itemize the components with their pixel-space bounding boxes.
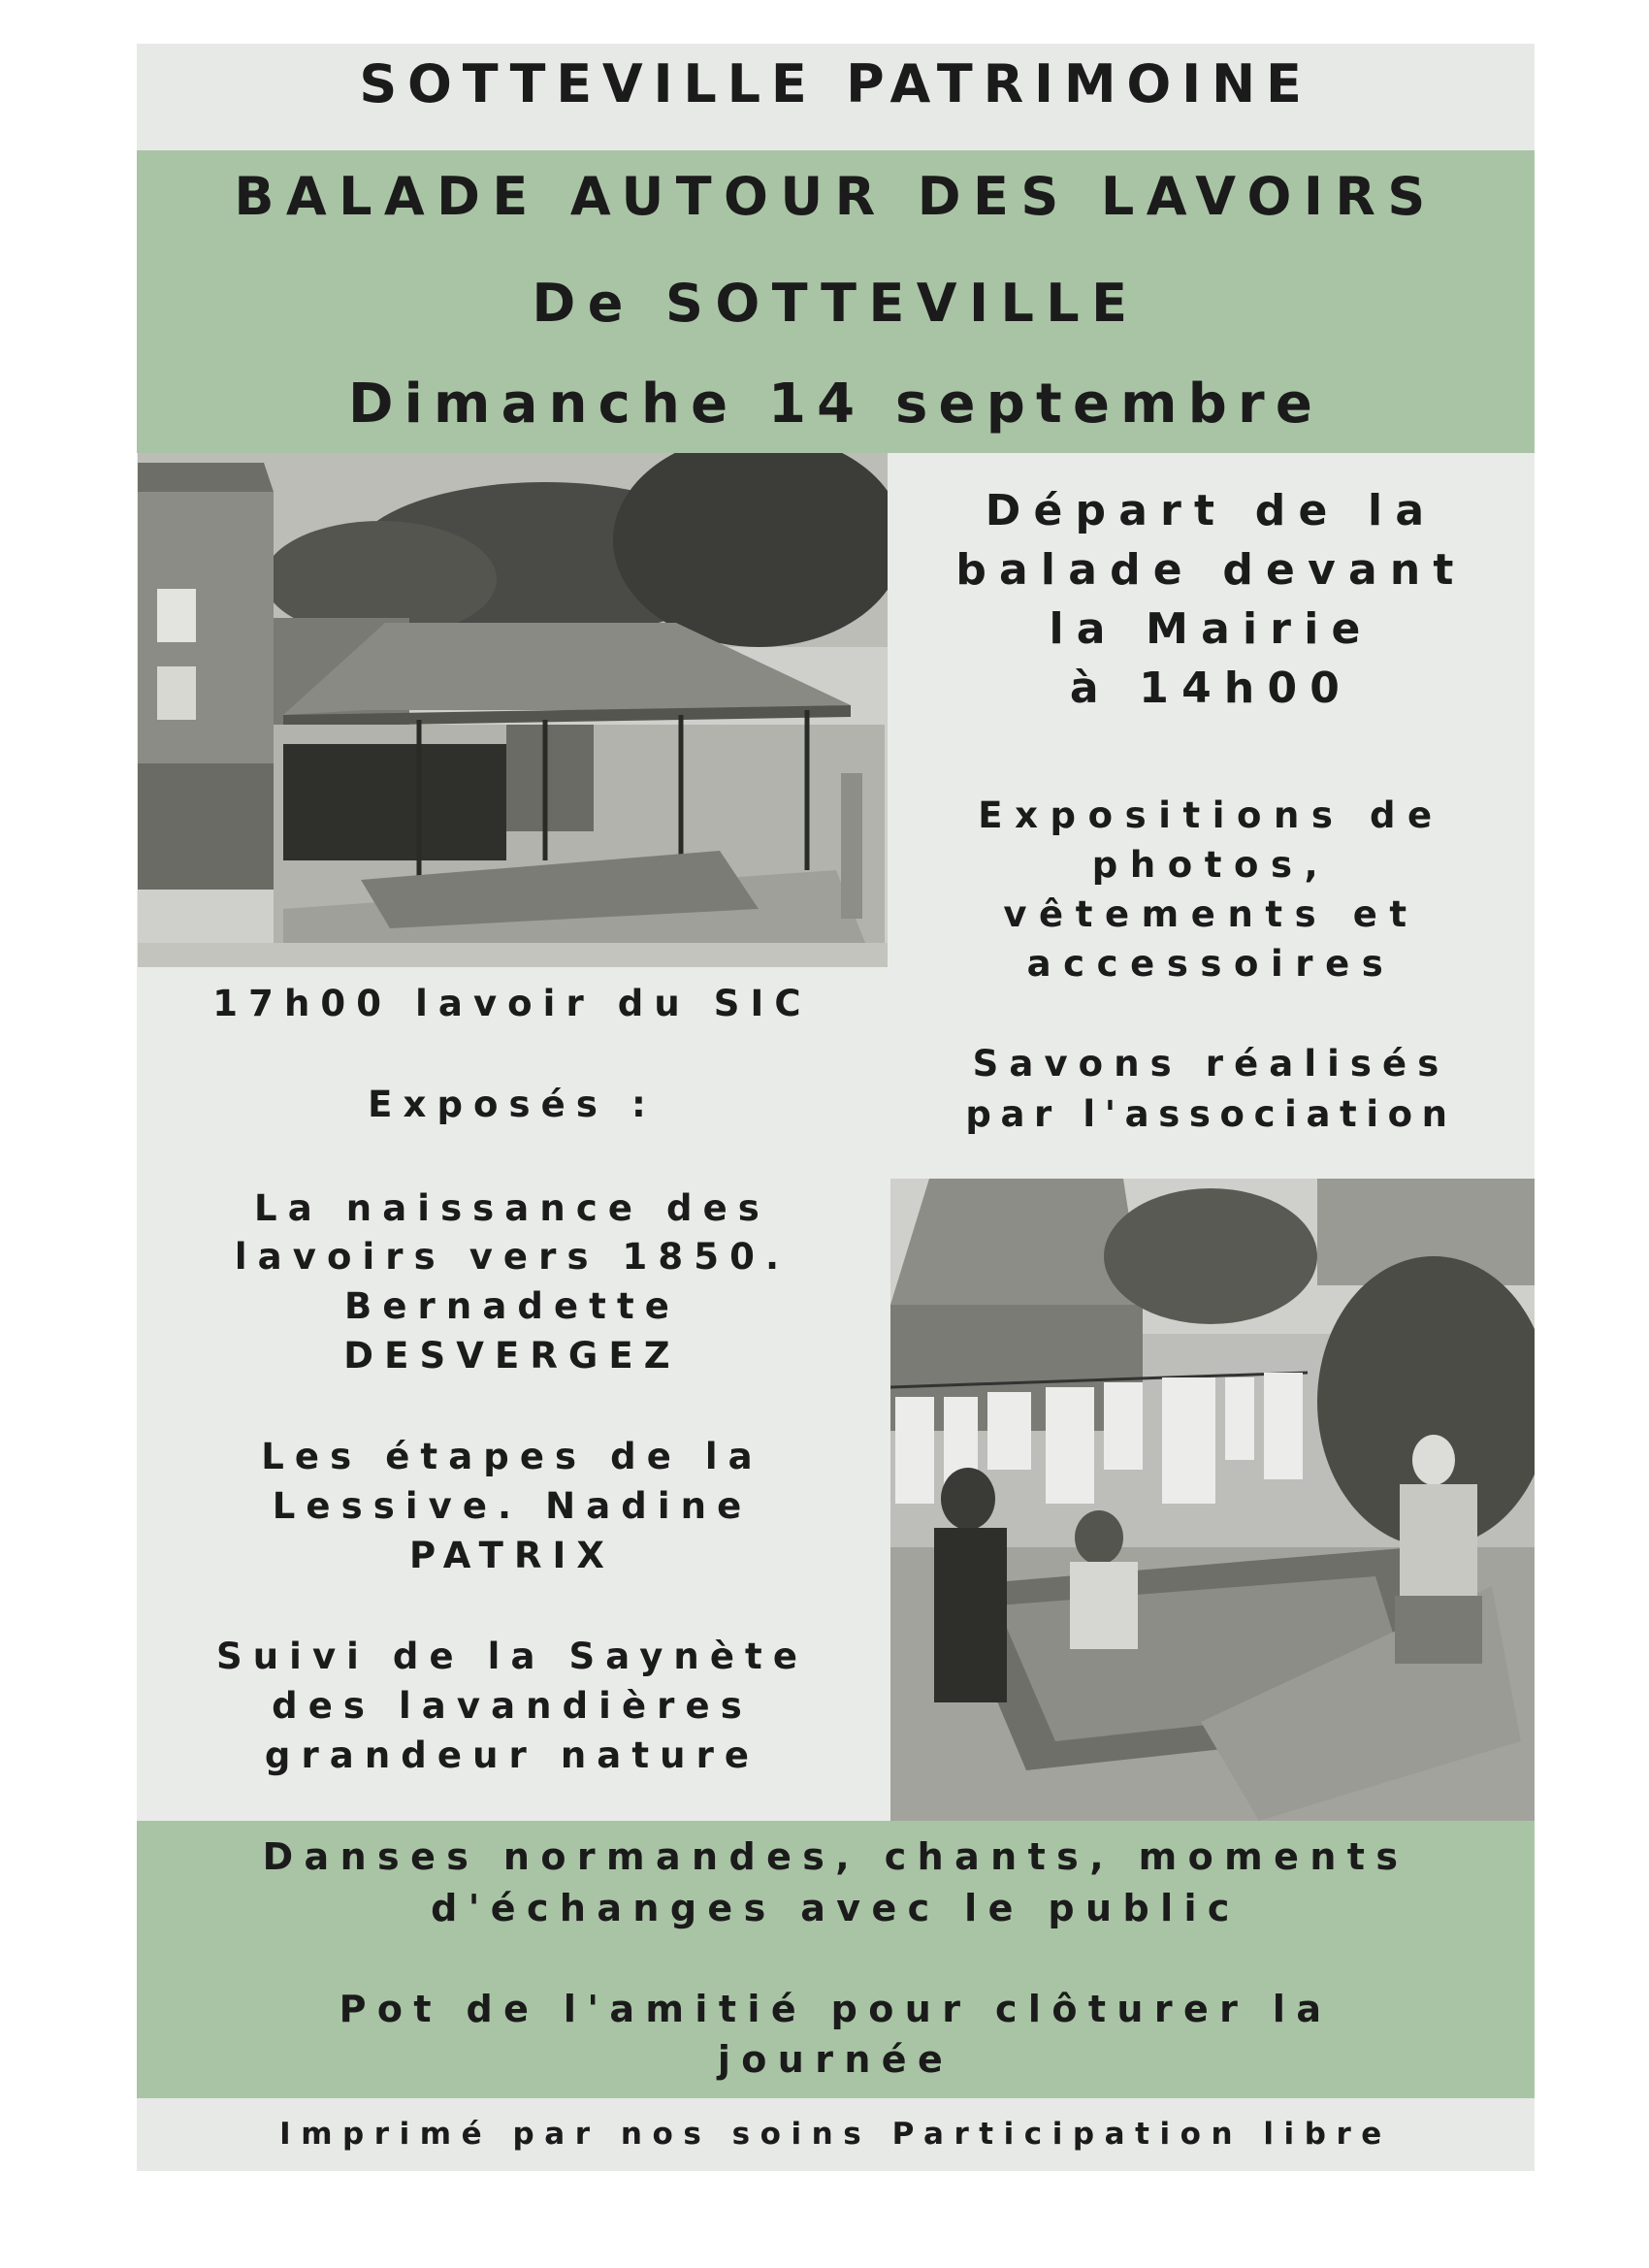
exposes-label: Exposés : — [368, 1084, 657, 1125]
talk2-line1: Les étapes de la — [261, 1436, 763, 1477]
talk1-line2: lavoirs vers 1850. — [234, 1236, 791, 1278]
pot-line1: Pot de l'amitié pour clôturer la — [339, 1988, 1333, 2030]
talk3-line3: grandeur nature — [264, 1734, 760, 1776]
event-title-line2: De SOTTEVILLE — [532, 273, 1140, 334]
talk2-line2: Lessive. Nadine — [272, 1485, 753, 1527]
lavoir-time-place: 17h00 lavoir du SIC — [212, 983, 812, 1024]
expositions-line4: accessoires — [1026, 943, 1396, 985]
expositions-line3: vêtements et — [1003, 893, 1419, 935]
expositions-line2: photos, — [1091, 844, 1331, 886]
event-title-line1: BALADE AUTOUR DES LAVOIRS — [234, 166, 1438, 227]
talk1-line4: DESVERGEZ — [343, 1335, 681, 1377]
talk1-line3: Bernadette — [344, 1285, 680, 1327]
danses-line1: Danses normandes, chants, moments — [262, 1835, 1409, 1878]
danses-line2: d'échanges avec le public — [431, 1887, 1241, 1929]
savons-line2: par l'association — [965, 1093, 1457, 1135]
depart-line2: balade devant — [955, 545, 1467, 595]
pot-line2: journée — [717, 2038, 954, 2081]
association-name: SOTTEVILLE PATRIMOINE — [359, 53, 1312, 114]
depart-line4: à 14h00 — [1069, 664, 1353, 713]
expositions-line1: Expositions de — [978, 794, 1444, 836]
lavandieres-photo — [890, 1179, 1535, 1821]
event-date: Dimanche 14 septembre — [347, 373, 1324, 436]
depart-line3: la Mairie — [1049, 604, 1374, 654]
depart-line1: Départ de la — [985, 486, 1438, 535]
lavoir-photo — [138, 453, 888, 967]
talk2-line3: PATRIX — [408, 1535, 616, 1576]
talk3-line1: Suivi de la Saynète — [215, 1636, 809, 1677]
footer-note: Imprimé par nos soins Participation libre — [279, 2117, 1392, 2152]
talk3-line2: des lavandières — [272, 1685, 753, 1727]
savons-line1: Savons réalisés — [972, 1043, 1450, 1085]
talk1-line1: La naissance des — [254, 1187, 770, 1229]
